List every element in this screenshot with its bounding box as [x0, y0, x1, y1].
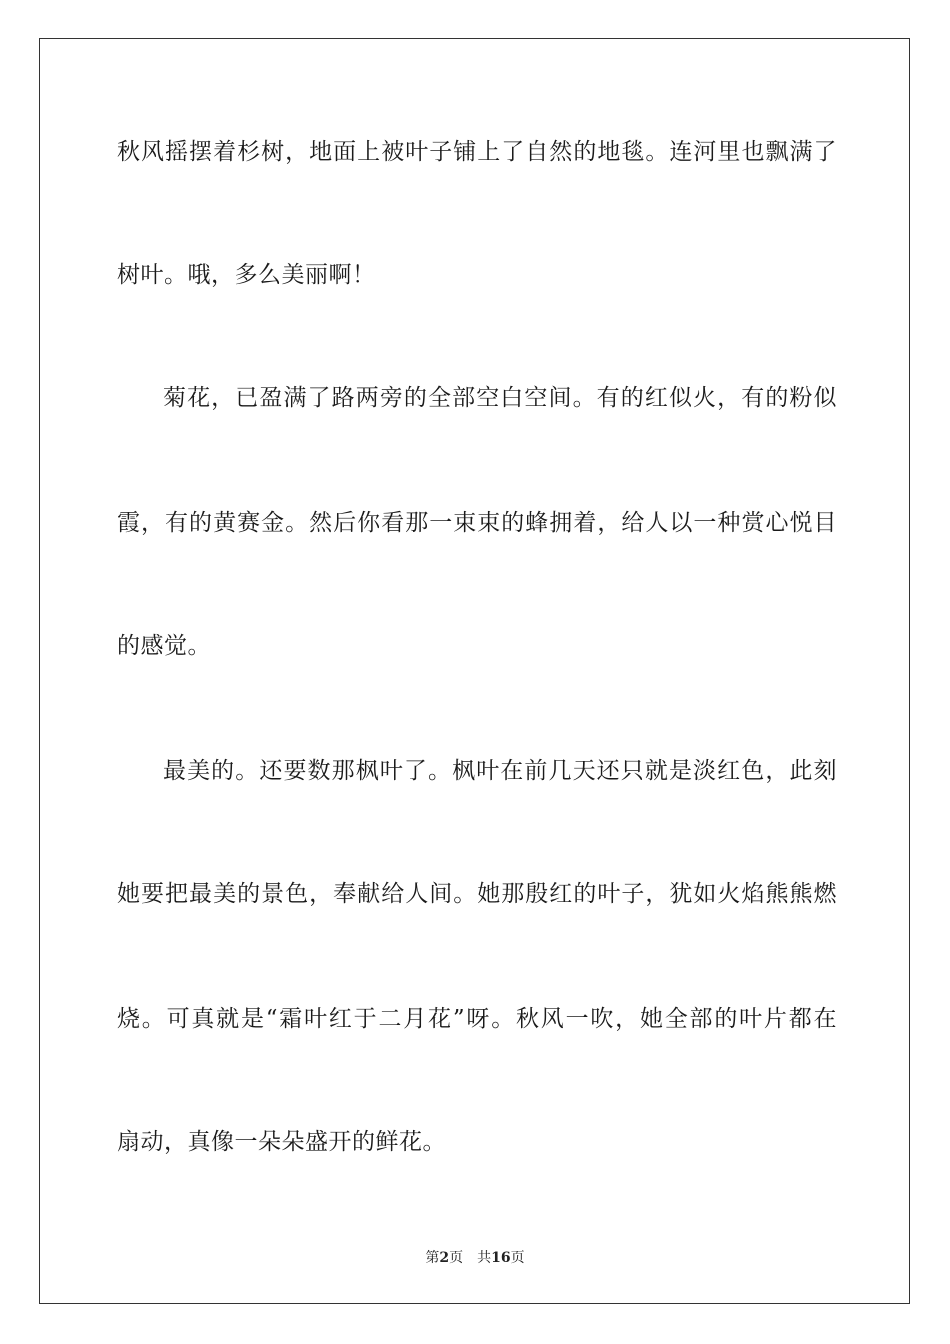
body-line: 她要把最美的景色，奉献给人间。她那殷红的叶子，犹如火焰熊熊燃 — [117, 881, 837, 907]
body-line: 的感觉。 — [117, 633, 211, 659]
body-line: 最美的。还要数那枫叶了。枫叶在前几天还只就是淡红色，此刻 — [163, 758, 837, 784]
body-line: 烧。可真就是“霜叶红于二月花”呀。秋风一吹，她全部的叶片都在 — [117, 1006, 837, 1032]
body-line: 扇动，真像一朵朵盛开的鲜花。 — [117, 1129, 446, 1155]
page-prefix: 第 — [425, 1250, 440, 1266]
page-number: 2 — [439, 1250, 450, 1266]
total-pages: 16 — [491, 1250, 511, 1266]
page-suffix: 页 — [449, 1250, 464, 1266]
total-prefix: 共 — [477, 1250, 492, 1266]
page-footer — [0, 1247, 950, 1267]
body-line: 霞，有的黄赛金。然后你看那一束束的蜂拥着，给人以一种赏心悦目 — [117, 510, 837, 536]
body-line: 树叶。哦，多么美丽啊！ — [117, 262, 376, 288]
body-line: 秋风摇摆着杉树，地面上被叶子铺上了自然的地毯。连河里也飘满了 — [117, 139, 837, 165]
body-line: 菊花，已盈满了路两旁的全部空白空间。有的红似火，有的粉似 — [163, 385, 837, 411]
total-suffix: 页 — [510, 1250, 525, 1266]
page-border — [39, 38, 910, 1304]
